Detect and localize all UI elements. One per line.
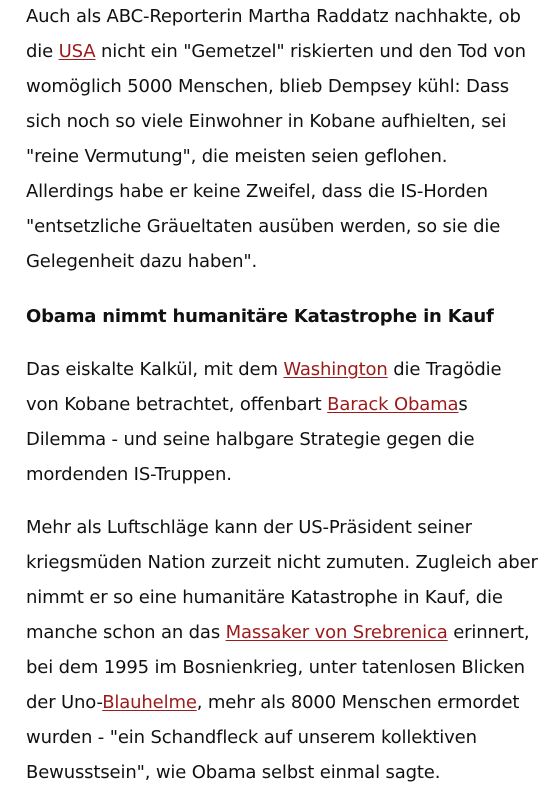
paragraph-line: mordenden IS-Truppen.	[26, 464, 232, 485]
text-segment: manche schon an das	[26, 622, 226, 643]
paragraph-line: nimmt er so eine humanitäre Katastrophe in Kauf, die	[26, 587, 503, 608]
paragraph-line	[26, 394, 468, 415]
link-massaker-von-srebrenica[interactable]: Massaker von Srebrenica	[225, 622, 448, 643]
text-segment: nicht ein "Gemetzel" riskierten und den Tod von	[95, 41, 526, 62]
paragraph-line	[26, 692, 519, 713]
text-segment: die Tragödie	[387, 359, 502, 380]
paragraph-line: Dilemma - und seine halbgare Strategie gegen die	[26, 429, 475, 450]
paragraph-line: "entsetzliche Gräueltaten ausüben werden, so sie die	[26, 216, 501, 237]
text-segment: Das eiskalte Kalkül, mit dem	[26, 359, 284, 380]
paragraph-line: "reine Vermutung", die meisten seien geflohen.	[26, 146, 448, 167]
paragraph-line: wurden - "ein Schandfleck auf unserem kollektiven	[26, 727, 477, 748]
paragraph-line: womöglich 5000 Menschen, blieb Dempsey kühl: Dass	[26, 76, 510, 97]
text-segment: der Uno-	[26, 692, 103, 713]
text-segment: s	[458, 394, 468, 415]
paragraph-line: Auch als ABC-Reporterin Martha Raddatz nachhakte, ob	[26, 6, 521, 27]
section-heading: Obama nimmt humanitäre Katastrophe in Kauf	[26, 306, 494, 327]
paragraph-line: Allerdings habe er keine Zweifel, dass die IS-Horden	[26, 181, 488, 202]
link-blauhelme[interactable]: Blauhelme	[102, 692, 197, 713]
paragraph-line: sich noch so viele Einwohner in Kobane aufhielten, sei	[26, 111, 507, 132]
link-usa[interactable]: USA	[58, 41, 96, 62]
text-segment: erinnert,	[447, 622, 530, 643]
paragraph-line	[26, 359, 501, 380]
paragraph-line: bei dem 1995 im Bosnienkrieg, unter tatenlosen Blicken	[26, 657, 525, 678]
link-barack-obama[interactable]: Barack Obama	[327, 394, 459, 415]
text-segment: von Kobane betrachtet, offenbart	[26, 394, 328, 415]
paragraph-line	[26, 622, 529, 643]
paragraph-line	[26, 41, 526, 62]
paragraph-line: Gelegenheit dazu haben".	[26, 251, 258, 272]
paragraph-line: Mehr als Luftschläge kann der US-Präsident seiner	[26, 517, 472, 538]
link-washington[interactable]: Washington	[283, 359, 388, 380]
text-segment: die	[26, 41, 59, 62]
paragraph-line: Bewusstsein", wie Obama selbst einmal sagte.	[26, 762, 441, 783]
paragraph-line: kriegsmüden Nation zurzeit nicht zumuten. Zugleich aber	[26, 552, 538, 573]
text-segment: , mehr als 8000 Menschen ermordet	[196, 692, 520, 713]
